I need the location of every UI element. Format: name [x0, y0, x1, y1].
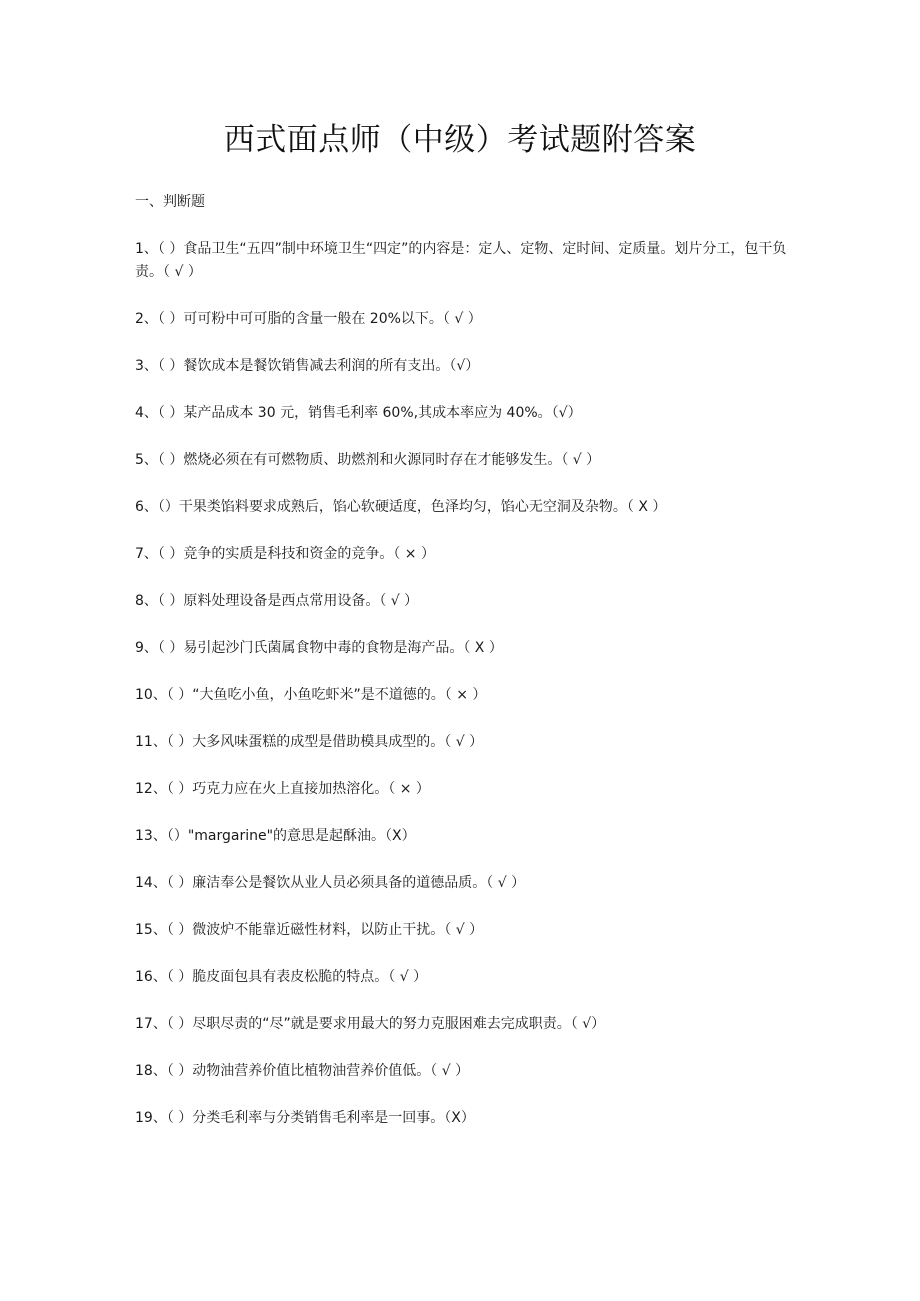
- question-list: [135, 238, 795, 1154]
- question-item: 1、（ ）食品卫生“五四”制中环境卫生“四定”的内容是：定人、定物、定时间、定质量。划片分工，包干负责。（ √ ）: [135, 241, 787, 280]
- question-item: 5、（ ）燃烧必须在有可燃物质、助燃剂和火源同时存在才能够发生。（ √ ）: [135, 452, 601, 468]
- question-item: 18、（ ）动物油营养价值比植物油营养价值低。（ √ ）: [135, 1063, 470, 1079]
- question-item: 2、（ ）可可粉中可可脂的含量一般在 20%以下。（ √ ）: [135, 311, 482, 327]
- page-title: 西式面点师（中级）考试题附答案: [223, 122, 697, 158]
- question-item: 3、（ ）餐饮成本是餐饮销售减去利润的所有支出。（√）: [135, 358, 480, 374]
- question-item: 16、（ ）脆皮面包具有表皮松脆的特点。（ √ ）: [135, 969, 428, 985]
- question-item: 11、（ ）大多风味蛋糕的成型是借助模具成型的。（ √ ）: [135, 734, 484, 750]
- question-item: 15、（ ）微波炉不能靠近磁性材料，以防止干扰。（ √ ）: [135, 922, 484, 938]
- question-item: 9、（ ）易引起沙门氏菌属食物中毒的食物是海产品。（ X ）: [135, 640, 503, 656]
- question-item: 14、（ ）廉洁奉公是餐饮从业人员必须具备的道德品质。（ √ ）: [135, 875, 526, 891]
- question-item: 7、（ ）竞争的实质是科技和资金的竞争。（ × ）: [135, 546, 435, 562]
- question-item: 12、（ ）巧克力应在火上直接加热溶化。（ × ）: [135, 781, 430, 797]
- question-item: 10、（ ）“大鱼吃小鱼，小鱼吃虾米”是不道德的。（ × ）: [135, 687, 487, 703]
- question-item: 8、（ ）原料处理设备是西点常用设备。（ √ ）: [135, 593, 419, 609]
- question-item: 6、（）干果类馅料要求成熟后，馅心软硬适度，色泽均匀，馅心无空洞及杂物。（ X ）: [135, 499, 667, 515]
- question-item: 4、（ ）某产品成本 30 元，销售毛利率 60%,其成本率应为 40%。（√）: [135, 405, 582, 421]
- question-item: 19、（ ）分类毛利率与分类销售毛利率是一回事。（X）: [135, 1110, 475, 1126]
- question-item: 17、（ ）尽职尽责的“尽”就是要求用最大的努力克服困难去完成职责。（ √）: [135, 1016, 606, 1032]
- question-item: 13、（）"margarine"的意思是起酥油。（X）: [135, 828, 416, 844]
- section-heading: 一、判断题: [135, 194, 205, 210]
